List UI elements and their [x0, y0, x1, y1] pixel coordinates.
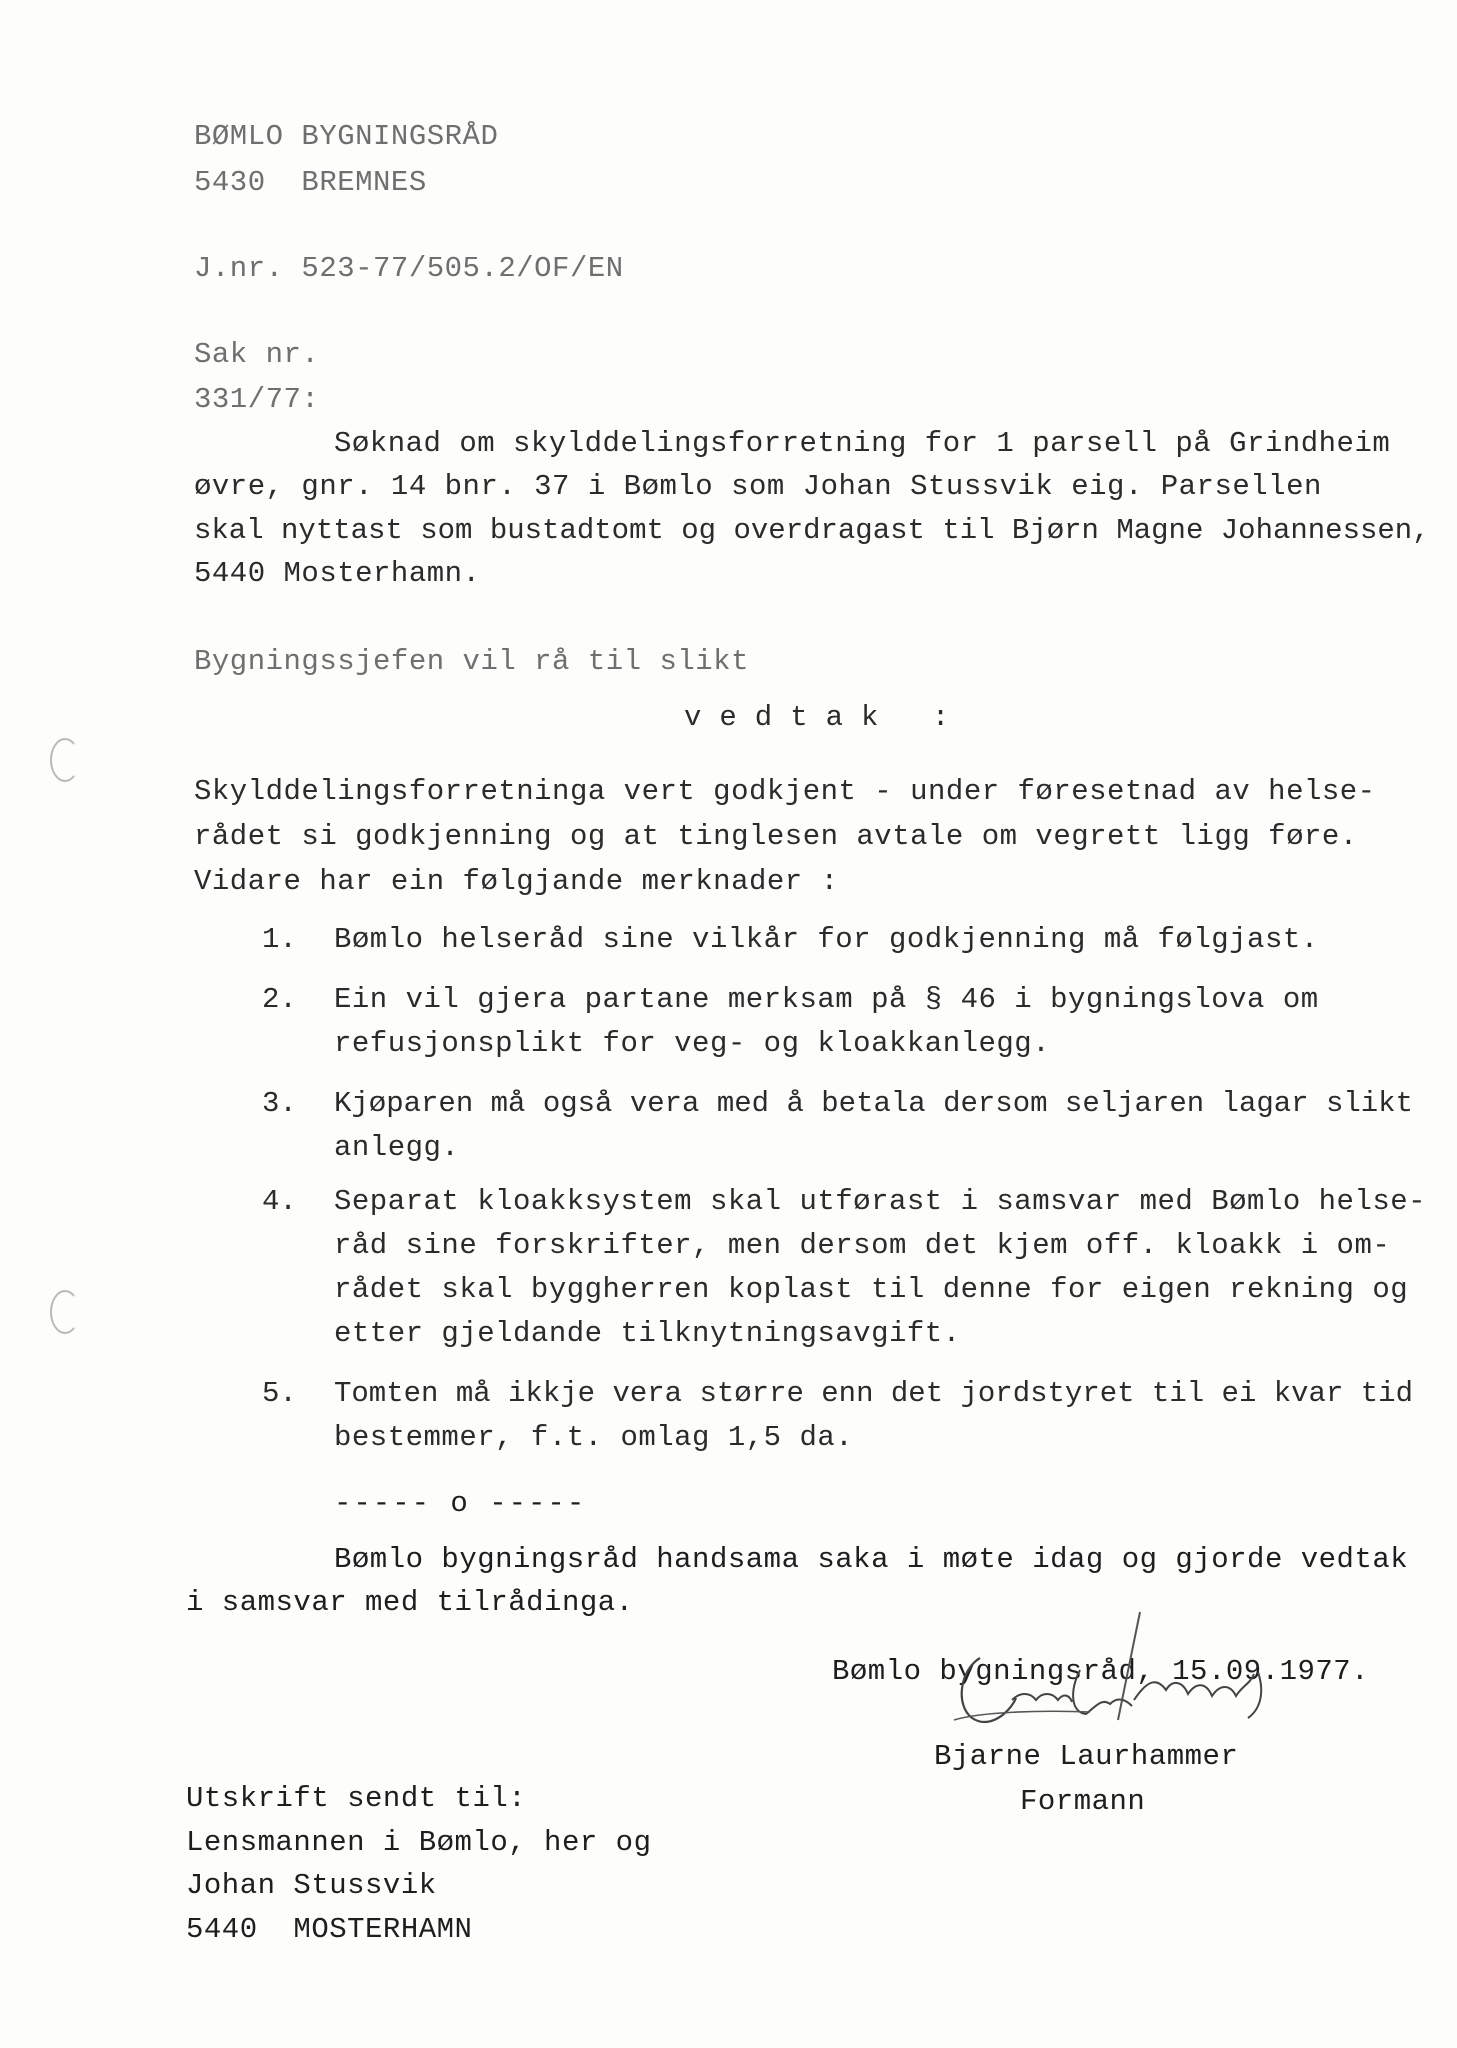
item-text: refusjonsplikt for veg- og kloakkanlegg.: [334, 1027, 1051, 1060]
intro-line-2: øvre, gnr. 14 bnr. 37 i Bømlo som Johan Stussvik eig. Parsellen: [194, 470, 1322, 503]
item-text: Bømlo helseråd sine vilkår for godkjenning må følgjast.: [334, 923, 1319, 956]
item-number: 4.: [262, 1185, 297, 1218]
decision-line-2: rådet si godkjenning og at tinglesen avtale om vegrett ligg føre.: [194, 820, 1358, 853]
place-date: Bømlo bygningsråd, 15.09.1977.: [832, 1655, 1370, 1688]
recipient: Lensmannen i Bømlo, her og: [186, 1826, 652, 1859]
case-label: Sak nr.: [194, 338, 320, 371]
item-text: etter gjeldande tilknytningsavgift.: [334, 1317, 961, 1350]
separator: ----- o -----: [334, 1487, 587, 1520]
signer-title: Formann: [1020, 1785, 1146, 1818]
org-name: BØMLO BYGNINGSRÅD: [194, 120, 499, 153]
punch-hole-top: [50, 738, 80, 782]
item-text: rådet skal byggherren koplast til denne for eigen rekning og: [334, 1273, 1409, 1306]
item-number: 2.: [262, 983, 297, 1016]
item-text: bestemmer, f.t. omlag 1,5 da.: [334, 1421, 854, 1454]
org-address: 5430 BREMNES: [194, 166, 427, 199]
item-text: Separat kloakksystem skal utførast i samsvar med Bømlo helse-: [334, 1185, 1427, 1218]
item-text: Ein vil gjera partane merksam på § 46 i bygningslova om: [334, 983, 1319, 1016]
intro-line-4: 5440 Mosterhamn.: [194, 557, 481, 590]
recipient: 5440 MOSTERHAMN: [186, 1913, 473, 1946]
handwritten-signature: [920, 1600, 1340, 1740]
decision-line-1: Skylddelingsforretninga vert godkjent - under føresetnad av helse-: [194, 775, 1376, 808]
item-number: 1.: [262, 923, 297, 956]
conclusion-line-2: i samsvar med tilrådinga.: [186, 1586, 634, 1619]
item-text: Tomten må ikkje vera større enn det jordstyret til ei kvar tid: [334, 1377, 1413, 1410]
journal-number: J.nr. 523-77/505.2/OF/EN: [194, 252, 624, 285]
item-text: råd sine forskrifter, men dersom det kjem off. kloakk i om-: [334, 1229, 1391, 1262]
signer-name: Bjarne Laurhammer: [934, 1740, 1239, 1773]
distribution-label: Utskrift sendt til:: [186, 1782, 527, 1815]
item-text: anlegg.: [334, 1131, 460, 1164]
item-text: Kjøparen må også vera med å betala dersom seljaren lagar slikt: [334, 1087, 1413, 1120]
item-number: 3.: [262, 1087, 297, 1120]
intro-line-1: Søknad om skylddelingsforretning for 1 parsell på Grindheim: [334, 427, 1391, 460]
item-number: 5.: [262, 1377, 297, 1410]
conclusion-line-1: Bømlo bygningsråd handsama saka i møte idag og gjorde vedtak: [334, 1543, 1409, 1576]
vedtak-heading: vedtak :: [684, 701, 968, 734]
intro-line-3: skal nyttast som bustadtomt og overdragast til Bjørn Magne Johannessen,: [194, 514, 1430, 547]
case-number: 331/77:: [194, 383, 320, 416]
decision-line-3: Vidare har ein følgjande merknader :: [194, 865, 839, 898]
recipient: Johan Stussvik: [186, 1869, 437, 1902]
recommendation: Bygningssjefen vil rå til slikt: [194, 645, 749, 678]
punch-hole-bottom: [50, 1290, 80, 1334]
